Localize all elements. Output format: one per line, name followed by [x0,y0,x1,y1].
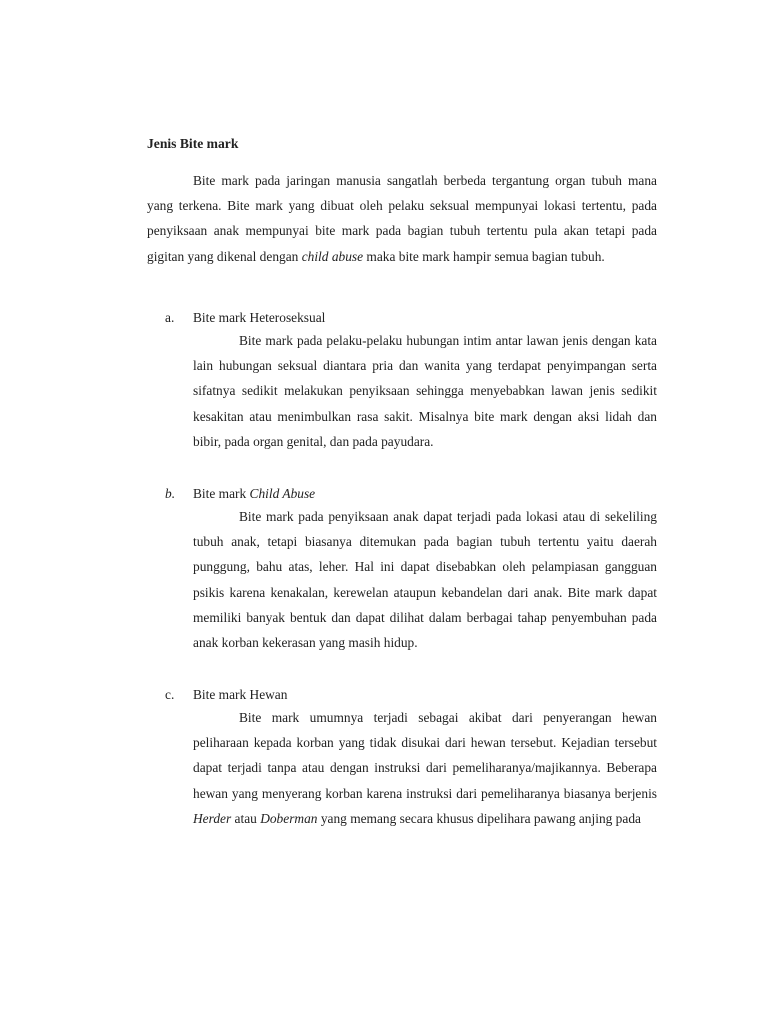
intro-italic: child abuse [301,248,364,264]
intro-text-1: Bite mark pada jaringan manusia sangatlah berbeda tergantung organ tubuh mana yang terkena. Bite mark yang dibuat oleh pelaku seksual mempunyai lokasi tertentu, pada penyiksaan anak mempunyai bite mark pada bagian tubuh tertentu pula akan tetapi pada gigitan yang dikenal dengan [147,173,657,264]
list-item-heading-a [165,308,585,328]
body-c-italic-2: Doberman [260,810,318,826]
body-c-text-1: Bite mark umumnya terjadi sebagai akibat dari penyerangan hewan peliharaan kepada korban yang tidak disukai dari hewan tersebut. Kejadian tersebut dapat terjadi tanpa atau dengan instruksi dari pemeliharanya/majikannya. Beberapa hewan yang menyerang korban karena instruksi dari pemeliharanya biasanya berjenis [193,710,657,801]
list-item-body-b: Bite mark pada penyiksaan anak dapat terjadi pada lokasi atau di sekeliling tubuh anak, tetapi biasanya ditemukan pada bagian tubuh tertentu yaitu daerah punggung, bahu atas, leher. Hal ini dapat disebabkan oleh pelampiasan gangguan psikis karena kenakalan, kerewelan ataupun kebandelan dari anak. Bite mark dapat memiliki banyak bentuk dan dapat dilihat dalam berbagai tahap penyembuhan pada anak korban kekerasan yang masih hidup. [193,509,657,651]
list-item-body-c [193,705,657,831]
list-item-heading-b [165,484,585,504]
list-marker-b: b. [165,486,176,501]
body-c-text-3: yang memang secara khusus dipelihara pawang anjing pada [317,810,641,826]
intro-paragraph [147,168,657,269]
list-item-title-c: Bite mark Hewan [193,687,288,702]
body-c-italic-1: Herder [193,810,232,826]
intro-text-2: maka bite mark hampir semua bagian tubuh. [363,248,605,264]
list-marker-a: a. [165,310,175,325]
list-item-title-a: Bite mark Heteroseksual [193,310,326,325]
list-item-title-b-italic: Child Abuse [249,486,316,501]
list-item-body-a: Bite mark pada pelaku-pelaku hubungan intim antar lawan jenis dengan kata lain hubungan seksual diantara pria dan wanita yang terdapat penyimpangan serta sifatnya sedikit melakukan penyiksaan sehingga menyebabkan lawan jenis sedikit kesakitan atau menimbulkan rasa sakit. Misalnya bite mark dengan aksi lidah dan bibir, pada organ genital, dan pada payudara. [193,333,657,449]
section-heading: Jenis Bite mark [147,136,239,151]
list-item-heading-c [165,685,585,705]
list-marker-c: c. [165,687,175,702]
body-c-text-2: atau [231,810,261,826]
list-item-title-b: Bite mark [193,486,250,501]
